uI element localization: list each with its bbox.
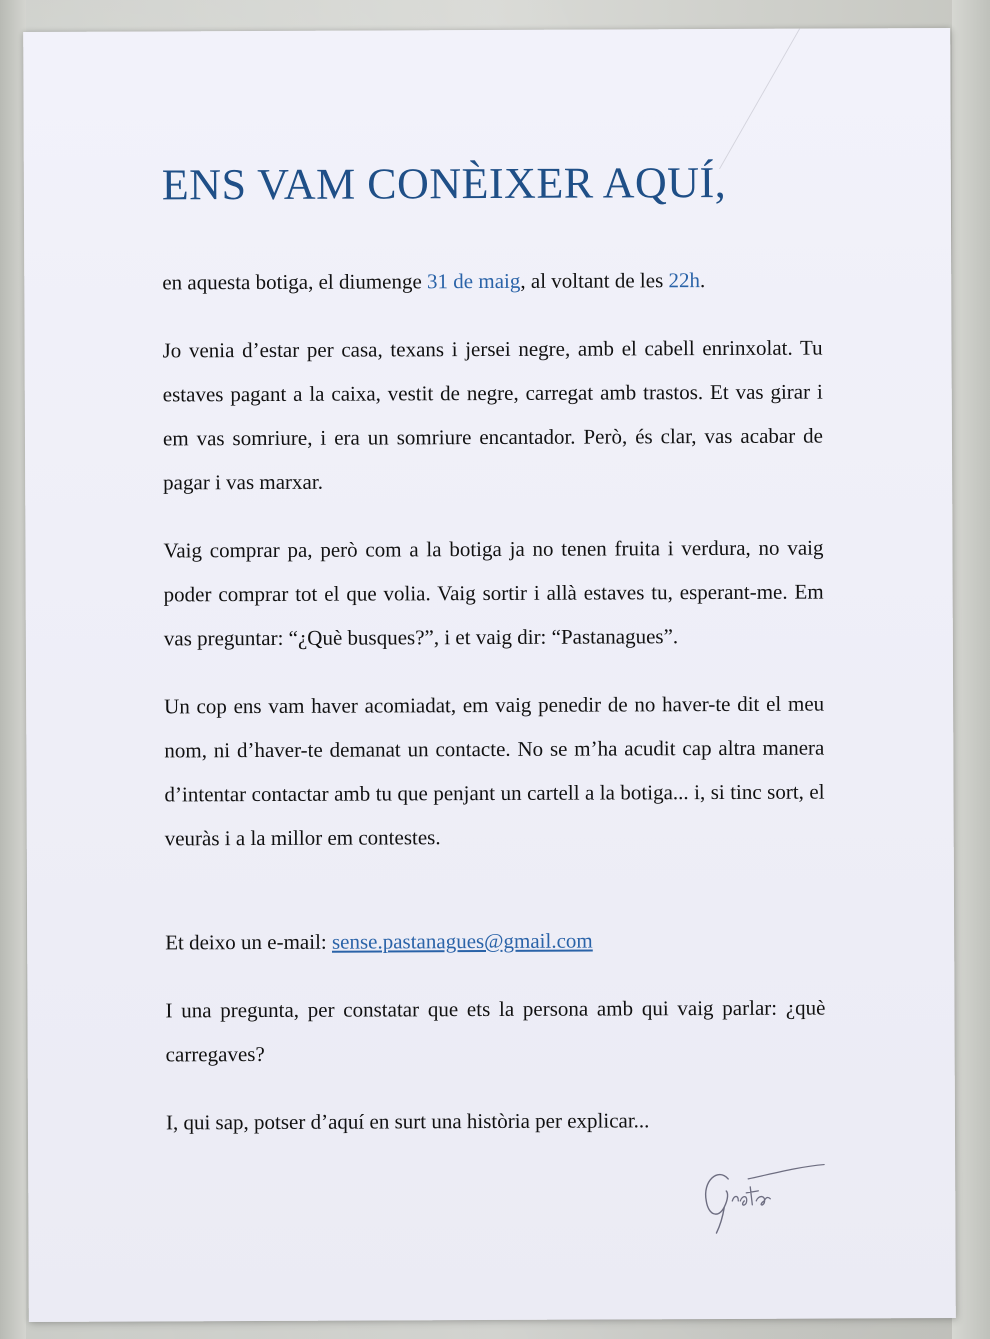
intro-paragraph xyxy=(162,258,822,305)
intro-time: 22h xyxy=(668,268,701,293)
closing-paragraph: I, qui sap, potser d’aquí en surt una història per explicar... xyxy=(165,1108,650,1135)
intro-before-date: en aquesta botiga, el diumenge xyxy=(162,269,428,295)
paper-crease xyxy=(719,28,920,169)
paragraph-meeting: Jo venia d’estar per casa, texans i jersei negre, amb el cabell enrinxolat. Tu estaves pagant a la caixa, vestit de negre, carregat amb trastos. Et vas girar i em vas somriure, i era un somriure encantador. Però, és clar, vas acabar de pagar i vas marxar. xyxy=(162,335,824,495)
intro-date: 31 de maig xyxy=(426,268,521,294)
poster-content xyxy=(162,157,826,1145)
signature-scribble xyxy=(688,1157,828,1238)
email-label: Et deixo un e-mail: xyxy=(165,929,333,955)
intro-after: . xyxy=(699,268,706,293)
intro-between: , al voltant de les xyxy=(520,268,669,293)
poster-title: ENS VAM CONÈIXER AQUÍ, xyxy=(161,157,727,210)
wall-right xyxy=(952,0,990,1339)
wall-left xyxy=(0,0,26,1339)
poster-paper xyxy=(23,28,956,1322)
email-link[interactable]: sense.pastanagues@gmail.com xyxy=(331,928,593,954)
email-paragraph xyxy=(165,918,825,965)
paragraph-shopping: Vaig comprar pa, però com a la botiga ja no tenen fruita i verdura, no vaig poder comprar tot el que volia. Vaig sortir i allà estaves tu, esperant-me. Em vas preguntar: “¿Què busques?”, i et vaig dir: “Pastanagues”. xyxy=(163,535,824,651)
paragraph-regret: Un cop ens vam haver acomiadat, em vaig penedir de no haver-te dit el meu nom, ni d’haver-te demanat un contacte. No se m’ha acudit cap altra manera d’intentar contactar amb tu que penjant un cartell a la botiga... i, si tinc sort, el veuràs i a la millor em contestes. xyxy=(164,691,825,851)
question-paragraph: I una pregunta, per constatar que ets la persona amb qui vaig parlar: ¿què carregaves? xyxy=(165,995,826,1067)
